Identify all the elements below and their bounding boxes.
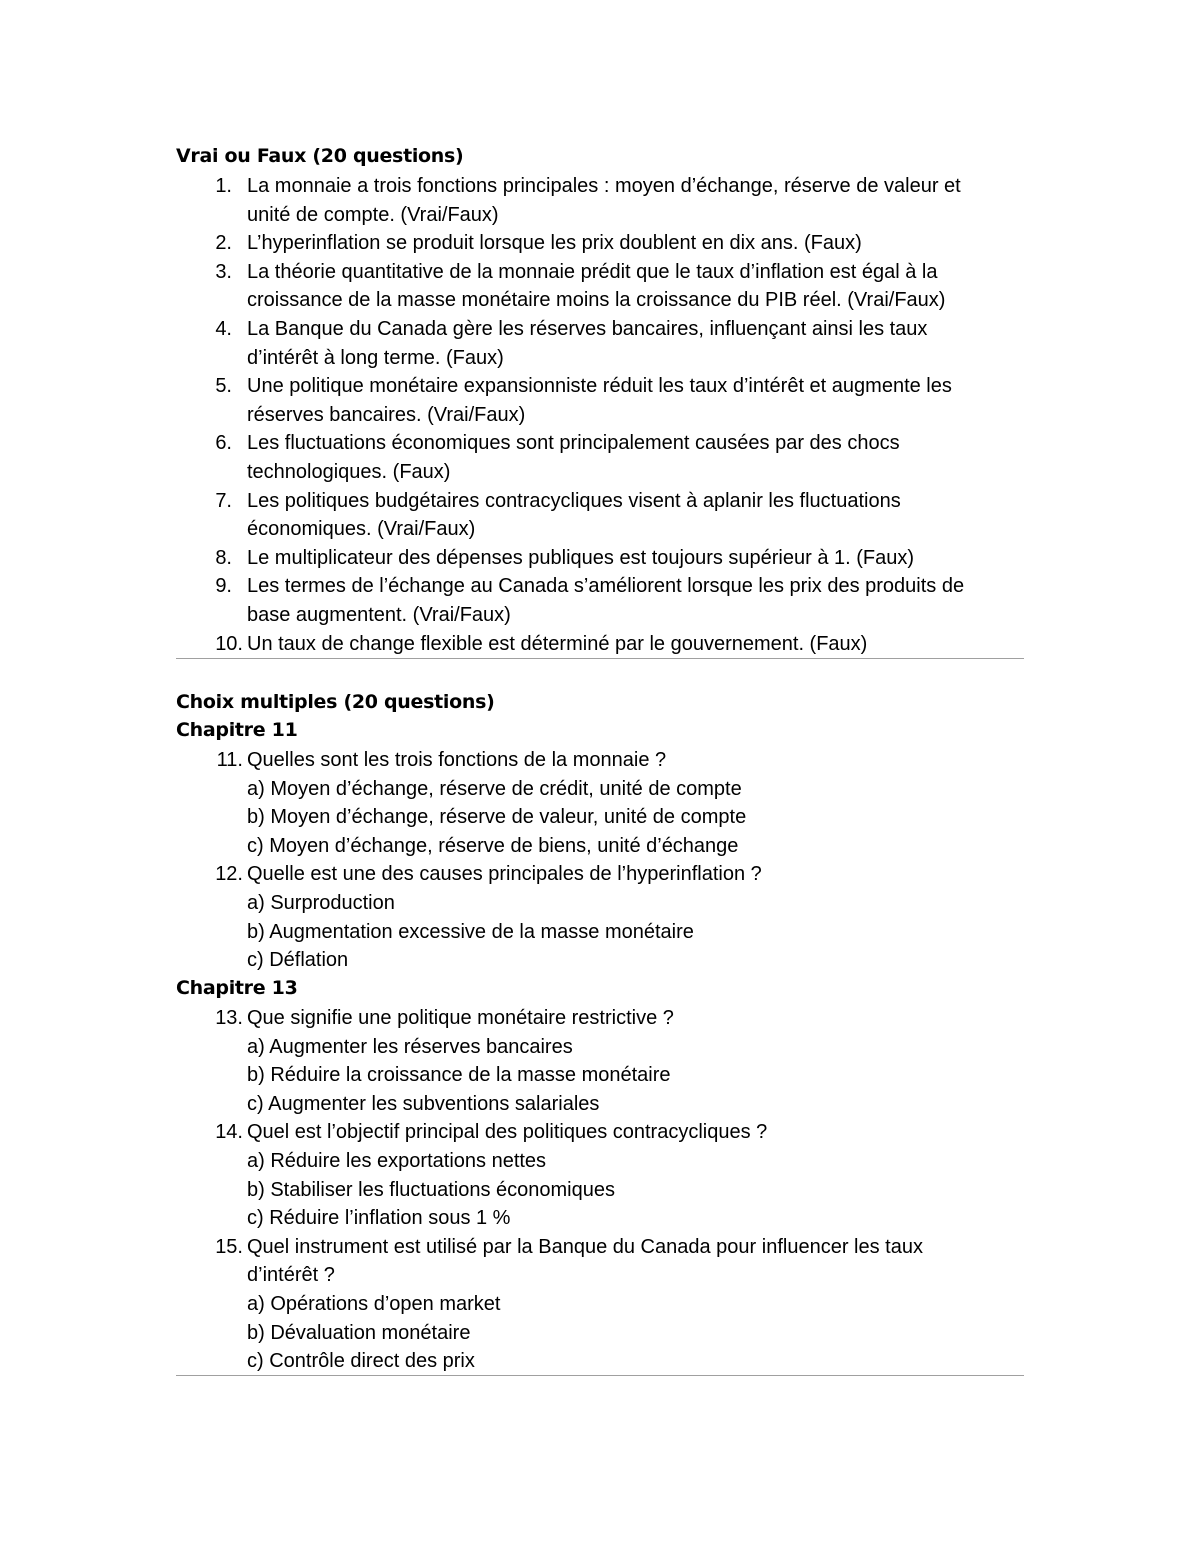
item-text: L’hyperinflation se produit lorsque les prix doublent en dix ans. (Faux) bbox=[247, 232, 862, 255]
item-text: d’intérêt à long terme. (Faux) bbox=[247, 346, 504, 369]
item-text: La théorie quantitative de la monnaie prédit que le taux d’inflation est égal à la bbox=[247, 260, 938, 283]
question-number: 14. bbox=[215, 1121, 243, 1144]
item-number: 5. bbox=[215, 375, 232, 398]
question-text: Quel est l’objectif principal des politiques contracycliques ? bbox=[247, 1121, 768, 1144]
item-text: Les termes de l’échange au Canada s’améliorent lorsque les prix des produits de bbox=[247, 575, 965, 598]
answer-option: c) Moyen d’échange, réserve de biens, unité d’échange bbox=[247, 834, 739, 857]
answer-option: c) Contrôle direct des prix bbox=[247, 1350, 475, 1373]
answer-option: a) Augmenter les réserves bancaires bbox=[247, 1035, 573, 1058]
answer-option: c) Déflation bbox=[247, 949, 349, 972]
answer-option: b) Réduire la croissance de la masse monétaire bbox=[247, 1064, 671, 1087]
item-text: Le multiplicateur des dépenses publiques est toujours supérieur à 1. (Faux) bbox=[247, 546, 915, 569]
item-number: 1. bbox=[215, 175, 232, 197]
item-text: La monnaie a trois fonctions principales : moyen d’échange, réserve de valeur et bbox=[247, 175, 961, 197]
item-text: La Banque du Canada gère les réserves bancaires, influençant ainsi les taux bbox=[247, 318, 928, 340]
item-text: Une politique monétaire expansionniste réduit les taux d’intérêt et augmente les bbox=[247, 375, 952, 398]
item-number: 7. bbox=[215, 489, 232, 512]
item-number: 3. bbox=[215, 260, 232, 283]
question-number: 11. bbox=[216, 749, 243, 771]
question-text: Quelles sont les trois fonctions de la monnaie ? bbox=[247, 749, 667, 771]
answer-option: c) Réduire l’inflation sous 1 % bbox=[247, 1207, 511, 1230]
answer-option: b) Stabiliser les fluctuations économiques bbox=[247, 1178, 615, 1201]
item-number: 8. bbox=[215, 546, 232, 569]
answer-option: b) Augmentation excessive de la masse monétaire bbox=[247, 920, 694, 943]
question-text: d’intérêt ? bbox=[247, 1264, 335, 1287]
answer-option: a) Opérations d’open market bbox=[247, 1293, 501, 1315]
item-number: 4. bbox=[215, 318, 232, 340]
item-text: Un taux de change flexible est déterminé par le gouvernement. (Faux) bbox=[247, 632, 868, 655]
question-text: Quel instrument est utilisé par la Banque du Canada pour influencer les taux bbox=[247, 1235, 923, 1258]
item-text: croissance de la masse monétaire moins la croissance du PIB réel. (Vrai/Faux) bbox=[247, 289, 946, 312]
section-title-multiple-choice: Choix multiples (20 questions) bbox=[176, 691, 495, 713]
answer-option: b) Dévaluation monétaire bbox=[247, 1321, 471, 1344]
chapter-heading: Chapitre 13 bbox=[176, 977, 298, 999]
item-text: réserves bancaires. (Vrai/Faux) bbox=[247, 403, 526, 426]
answer-option: b) Moyen d’échange, réserve de valeur, unité de compte bbox=[247, 806, 747, 829]
question-number: 12. bbox=[215, 863, 243, 886]
question-number: 15. bbox=[215, 1235, 243, 1258]
item-text: Les fluctuations économiques sont principalement causées par des chocs bbox=[247, 432, 900, 455]
horizontal-rule bbox=[176, 658, 1024, 659]
item-number: 6. bbox=[215, 432, 232, 455]
item-number: 2. bbox=[215, 232, 232, 255]
item-text: économiques. (Vrai/Faux) bbox=[247, 518, 476, 541]
item-text: technologiques. (Faux) bbox=[247, 461, 451, 483]
question-number: 13. bbox=[215, 1007, 243, 1029]
answer-option: a) Moyen d’échange, réserve de crédit, unité de compte bbox=[247, 777, 742, 800]
item-number: 10. bbox=[215, 632, 243, 655]
section-title-true-false: Vrai ou Faux (20 questions) bbox=[176, 145, 464, 167]
item-text: unité de compte. (Vrai/Faux) bbox=[247, 203, 499, 226]
item-text: base augmentent. (Vrai/Faux) bbox=[247, 604, 511, 626]
chapter-heading: Chapitre 11 bbox=[176, 719, 298, 741]
horizontal-rule bbox=[176, 1375, 1024, 1376]
answer-option: a) Surproduction bbox=[247, 892, 395, 914]
item-text: Les politiques budgétaires contracycliques visent à aplanir les fluctuations bbox=[247, 489, 901, 512]
question-text: Quelle est une des causes principales de l’hyperinflation ? bbox=[247, 863, 762, 886]
question-text: Que signifie une politique monétaire restrictive ? bbox=[247, 1007, 674, 1029]
item-number: 9. bbox=[215, 575, 232, 598]
answer-option: c) Augmenter les subventions salariales bbox=[247, 1092, 600, 1115]
answer-option: a) Réduire les exportations nettes bbox=[247, 1150, 547, 1172]
